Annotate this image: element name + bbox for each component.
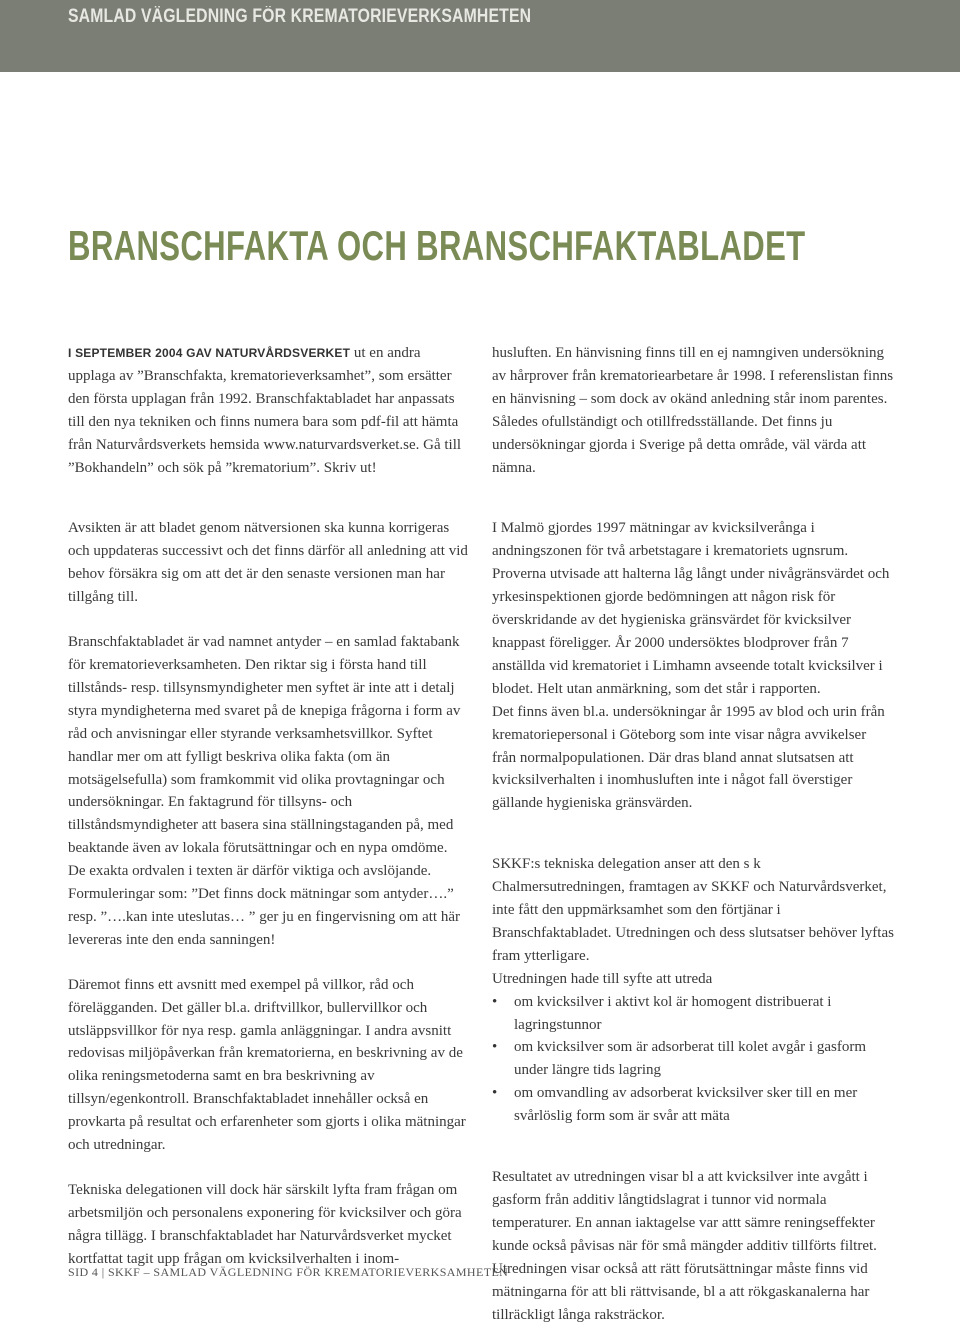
paragraph: Avsikten är att bladet genom nätversionen ska kunna korrigeras och uppdateras successivt och det finns därför all anledning att vid behov försäkra sig om att det är den senaste versionen man har tillgång till.: [68, 520, 468, 606]
running-header: SAMLAD VÄGLEDNING FÖR KREMATORIEVERKSAMHETEN: [68, 6, 532, 27]
header-bar: [0, 0, 960, 72]
paragraph: Det finns även bl.a. undersökningar år 1995 av blod och urin från krematoriepersonal i Göteborg som inte visar några avvikelser från normalpopulationen. Där dras bland annat slutsatsen att kvicksilverhalten i inomhusluften inte i något fall överstiger gällande hygieniska gränsvärden.: [492, 703, 885, 812]
paragraph: SKKF:s tekniska delegation anser att den s k Chalmersutredningen, framtagen av SKKF och Naturvårdsverket, inte fått den uppmärksamhet som den förtjänar i Branschfaktabladet. Utredningen och dess slutsatser behöver lyftas fram ytterligare.: [492, 856, 894, 964]
paragraph: husluften. En hänvisning finns till en ej namngiven undersökning av hårprover från krematoriearbetare år 1998. I referenslistan finns en hänvisning – som dock av okänd anledning står inom parentes. Således ofullständigt och otillfredsställande. Det finns ju undersökningar gjorda i Sverige på detta område, väl värda att nämna.: [492, 345, 894, 476]
right-column: [492, 342, 894, 1326]
lead-in: I SEPTEMBER 2004 GAV NATURVÅRDSVERKET: [68, 346, 351, 360]
paragraph: Tekniska delegationen vill dock här särskilt lyfta fram frågan om arbetsmiljön och personalens exponering för kvicksilver och göra några tillägg. I branschfaktabladet har Naturvårdsverket mycket kortfattat tagit upp frågan om kvicksilverhalten i inom-: [68, 1182, 462, 1267]
page-title: BRANSCHFAKTA OCH BRANSCHFAKTABLADET: [68, 222, 806, 269]
bullet-item: • om omvandling av adsorberat kvicksilver sker till en mer svårlöslig form som är svår att mäta: [492, 1082, 894, 1128]
paragraph: Utredningen hade till syfte att utreda: [492, 970, 713, 987]
bullet-item: • om kvicksilver som är adsorberat till kolet avgår i gasform under längre tids lagring: [492, 1036, 894, 1082]
bullet-list: [492, 991, 894, 1128]
paragraph: I Malmö gjordes 1997 mätningar av kvicksilverånga i andningszonen för två arbetstagare i krematoriets ugnsrum. Proverna utvisade att halterna låg långt under nivågränsvärdet och yrkesinspektionen gjorde bedömningen att någon risk för överskridande av det hygieniska gränsvärdet för kvicksilver knappast föreligger. År 2000 undersöktes blodprover från 7 anställda vid krematoriet i Limhamn avseende totalt kvicksilver i blodet. Helt utan anmärkning, som det står i rapporten.: [492, 520, 890, 697]
page-footer: SID 4 | SKKF – SAMLAD VÄGLEDNING FÖR KREMATORIEVERKSAMHETEN: [68, 1265, 509, 1279]
intro-paragraph: [68, 342, 468, 479]
left-column: [68, 342, 468, 1271]
paragraph: Resultatet av utredningen visar bl a att kvicksilver inte avgått i gasform från additiv långtidslagrat i tunnor vid normala temperaturer. En annan iaktagelse var attt sämre reningseffekter kunde också påvisas när för små mängder additiv tillförts filtret. Utredningen visar också att rätt förutsättningar måste finns vid mätningarna för att bli rättvisande, bl a att rökgaskanalerna har tillräckligt långa raksträckor.: [492, 1169, 877, 1323]
paragraph: Branschfaktabladet är vad namnet antyder – en samlad faktabank för krematorieverksamheten. Den riktar sig i första hand till tillstånds- resp. tillsynsmyndigheter men syftet är inte att i detalj styra myndigheterna med svaret på de knepiga frågorna i form av råd och anvisningar eller styrande verksamhetsvillkor. Syftet handlar mer om att fylligt beskriva olika fakta (om än motsägelsefulla) som framkommit vid olika provtagningar och undersökningar. En faktagrund för tillsyns- och tillståndsmyndigheter att basera sina ställningstaganden på, med beaktande även av lokala förutsättningar och en nypa omdöme. De exakta ordvalen i texten är därför viktiga och avslöjande. Formuleringar som: ”Det finns dock mätningar som antyder….” resp. ”….kan inte uteslutas… ” ger ju en fingervisning om att här levereras inte den enda sanningen!: [68, 634, 461, 948]
paragraph: Däremot finns ett avsnitt med exempel på villkor, råd och förelägganden. Det gäller bl.a. driftvillkor, bullervillkor och utsläppsvillkor för nya resp. gamla anläggningar. I andra avsnitt redovisas miljöpåverkan från krematorierna, en beskrivning av de olika reningsmetoderna samt en bra beskrivning av tillsyn/egenkontroll. Branschfaktabladet innehåller också en provkarta på resultat och erfarenheter som gjorts i olika mätningar och utredningar.: [68, 976, 466, 1154]
bullet-item: • om kvicksilver i aktivt kol är homogent distribuerat i lagringstunnor: [492, 991, 894, 1037]
intro-text: ut en andra upplaga av ”Branschfakta, krematorieverksamhet”, som ersätter den första upplagan från 1992. Branschfaktabladet har anpassats till den nya tekniken och finns numera bara som pdf-fil att hämta från Naturvårdsverkets hemsida www.naturvardsverket.se. Gå till ”Bokhandeln” och sök på ”krematorium”. Skriv ut!: [68, 345, 462, 476]
